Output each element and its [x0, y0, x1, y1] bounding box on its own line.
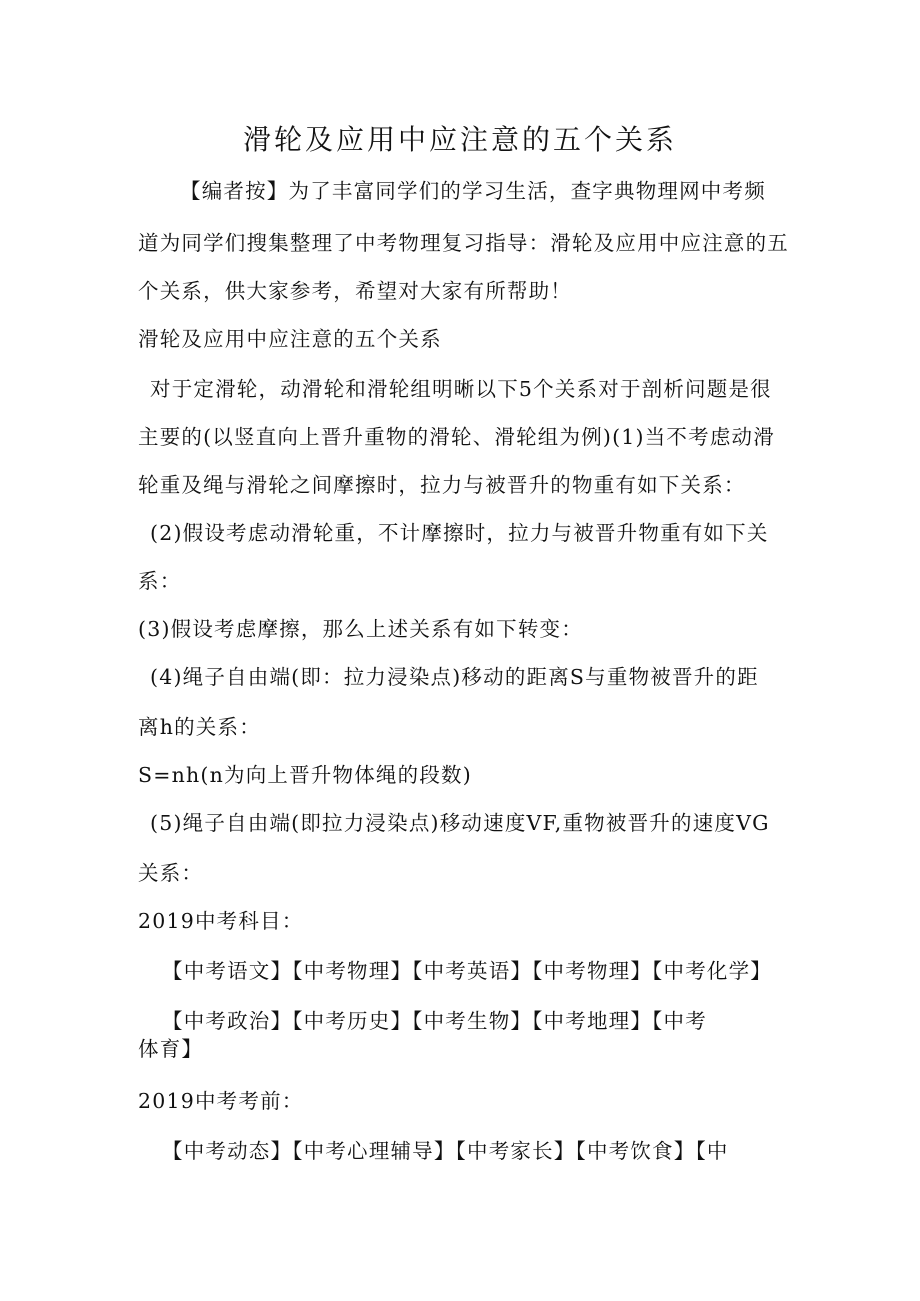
subjects-links-row-2[interactable]: 【中考政治】【中考历史】【中考生物】【中考地理】【中考	[162, 1009, 707, 1033]
relation-2-line-1: (2)假设考虑动滑轮重，不计摩擦时，拉力与被晋升物重有如下关	[150, 521, 769, 545]
formula-line: S=nh(n为向上晋升物体绳的段数)	[138, 763, 472, 787]
subjects-links-row-3[interactable]: 体育】	[138, 1037, 204, 1061]
editor-note-line-1: 【编者按】为了丰富同学们的学习生活，查字典物理网中考频	[180, 179, 766, 203]
editor-note-line-2: 道为同学们搜集整理了中考物理复习指导：滑轮及应用中应注意的五	[138, 231, 789, 255]
paragraph-line-3: 轮重及绳与滑轮之间摩擦时，拉力与被晋升的物重有如下关系：	[138, 473, 746, 497]
pre-exam-heading: 2019中考考前：	[138, 1089, 304, 1113]
paragraph-line-1: 对于定滑轮，动滑轮和滑轮组明晰以下5个关系对于剖析问题是很	[150, 377, 772, 401]
relation-5-line-1: (5)绳子自由端(即拉力浸染点)移动速度VF,重物被晋升的速度VG	[150, 811, 770, 835]
editor-note-line-3: 个关系，供大家参考，希望对大家有所帮助！	[138, 279, 572, 303]
section-heading: 滑轮及应用中应注意的五个关系	[138, 327, 442, 351]
relation-2-line-2: 系：	[138, 569, 182, 593]
pre-exam-links-row-1[interactable]: 【中考动态】【中考心理辅导】【中考家长】【中考饮食】【中	[162, 1139, 729, 1163]
document-title: 滑轮及应用中应注意的五个关系	[242, 123, 677, 156]
paragraph-line-2: 主要的(以竖直向上晋升重物的滑轮、滑轮组为例)(1)当不考虑动滑	[138, 425, 775, 449]
relation-4-line-1: (4)绳子自由端(即：拉力浸染点)移动的距离S与重物被晋升的距	[150, 665, 759, 689]
relation-3-line: (3)假设考虑摩擦，那么上述关系有如下转变：	[138, 617, 583, 641]
relation-4-line-2: 离h的关系：	[138, 715, 261, 739]
relation-5-line-2: 关系：	[138, 861, 204, 885]
subjects-heading: 2019中考科目：	[138, 909, 304, 933]
subjects-links-row-1[interactable]: 【中考语文】【中考物理】【中考英语】【中考物理】【中考化学】	[162, 959, 772, 983]
